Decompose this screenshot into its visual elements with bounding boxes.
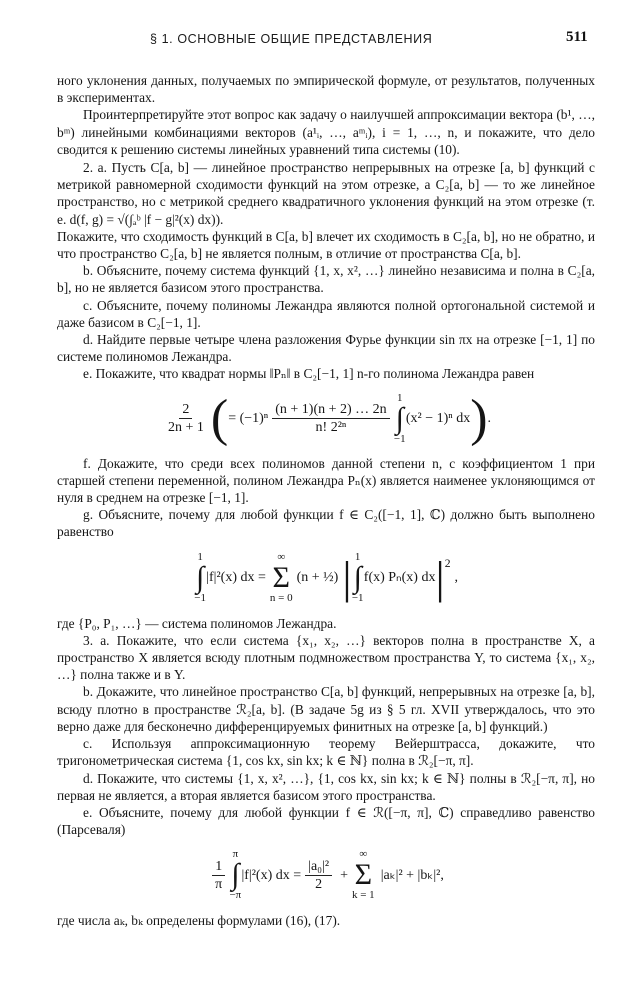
integral-lower-limit: −1 <box>351 591 364 604</box>
paragraph-exercise-1-interpret: Проинтерпретируйте этот вопрос как задачу о наилучшей аппроксимации вектора (b¹, …, bᵐ) линейными комбинациями векторов (a¹ᵢ, …, aᵐᵢ), i = 1, …, n, и покажите, что дело сводится к решению системы линейных уравнений типа системы (10). <box>57 107 595 157</box>
integral-lower-limit: −π <box>229 889 242 902</box>
integral-upper-limit: 1 <box>397 391 403 404</box>
integral-icon: ∫ <box>395 401 404 435</box>
sum-upper-limit: ∞ <box>359 848 368 861</box>
fraction-numerator: 1 <box>212 858 225 876</box>
page-number: 511 <box>566 29 588 45</box>
paragraph-exercise-2f: f. Докажите, что среди всех полиномов данной степени n, с коэффициентом 1 при старшей степени переменной, полином Лежандра Pₙ(x) является наименее уклоняющимся от нуля в среднем на отрезке [−1, 1]. <box>57 455 595 506</box>
fraction-numerator: (n + 1)(n + 2) … 2n <box>272 401 389 419</box>
formula-trig-parseval <box>57 846 595 904</box>
close-paren-icon: ) <box>470 389 488 447</box>
paragraph-exercise-2d: d. Найдите первые четыре члена разложения Фурье функции sin πx на отрезке [−1, 1] по системе полиномов Лежандра. <box>57 332 595 365</box>
fraction-numerator: |a₀|² <box>305 858 332 876</box>
integral-icon: ∫ <box>231 858 240 892</box>
formula-legendre-parseval <box>57 549 595 607</box>
abs-bar-right-icon: | <box>435 551 445 603</box>
running-header <box>0 28 628 52</box>
integral-lower-limit: −1 <box>194 591 206 604</box>
fraction-one-over-pi <box>212 858 225 893</box>
integral-icon: ∫ <box>195 560 205 594</box>
paragraph-exercise-2a: 2. a. Пусть C[a, b] — линейное пространство непрерывных на отрезке [a, b] функций с метрикой равномерной сходимости функций на этом отрезке, а C₂[a, b] — то же линейное пространство, но с метрикой среднего квадратичного уклонения функций на этом отрезке (т. е. d(f, g) = √(∫ₐᵇ |f − g|²(x) dx)). <box>57 160 595 227</box>
sum-lower-limit: k = 1 <box>351 889 375 902</box>
integral-upper-limit: 1 <box>197 550 203 563</box>
integral-upper-limit: π <box>232 848 239 861</box>
formula-sign-factor: = (−1)ⁿ <box>228 411 269 427</box>
paragraph-exercise-2c: c. Объясните, почему полиномы Лежандра являются полной ортогональной системой и даже базисом в C₂[−1, 1]. <box>57 297 595 330</box>
sum-upper-limit: ∞ <box>277 550 286 563</box>
paragraph-exercise-2e: e. Покажите, что квадрат нормы ‖Pₙ‖ в C₂[−1, 1] n-го полинома Лежандра равен <box>83 366 535 382</box>
integral-sign <box>394 393 406 445</box>
exponent: 2 <box>444 556 451 570</box>
paragraph-exercise-3c: c. Используя аппроксимационную теорему Вейерштрасса, докажите, что тригонометрическая система {1, cos kx, sin kx; k ∈ ℕ} полна в ℛ₂[−π, π]. <box>57 736 595 769</box>
paragraph-exercise-3b: b. Докажите, что линейное пространство C[a, b] функций, непрерывных на отрезке [a, b], всюду плотно в пространстве ℛ₂[a, b]. (В задаче 5g из § 5 гл. XVII утверждалось, что это верно даже для бесконечно дифференцируемых финитных на отрезке [a, b] функций.) <box>57 684 595 734</box>
sigma-icon: Σ <box>354 858 373 892</box>
integral-sign-inner <box>352 552 364 604</box>
fraction-denominator: n! 2²ⁿ <box>315 420 347 436</box>
formula-legendre-norm: $\frac{2}{2n + 1}$ ( = (−1)ⁿ $\frac{(n + 1)(n + 2) \dots 2n}{\text{n! 2²ⁿ}}$ 1 ∫ −1 (x² − 1)ⁿ dx ) . <box>57 391 595 447</box>
paragraph-exercise-3a: 3. a. Покажите, что если система {x₁, x₂, …} векторов полна в пространстве X, а пространство X является всюду плотным подмножеством пространства Y, то система {x₁, x₂, …} полна также и в Y. <box>57 632 595 683</box>
paragraph-exercise-2b: b. Объясните, почему система функций {1, x, x², …} линейно независима и полна в C₂[a, b], но не является базисом этого пространства. <box>57 263 595 296</box>
integrand: (x² − 1)ⁿ dx <box>405 411 471 427</box>
left-integrand: |f|²(x) dx = <box>241 867 302 883</box>
integral-lower-limit: −1 <box>393 432 406 445</box>
fraction-two-over <box>165 401 207 436</box>
fraction-a0 <box>305 858 332 893</box>
inner-integrand: f(x) Pₙ(x) dx <box>363 570 436 586</box>
open-paren-icon: ( <box>210 389 229 447</box>
section-title: § 1. ОСНОВНЫЕ ОБЩИЕ ПРЕДСТАВЛЕНИЯ <box>150 32 433 46</box>
sum-terms: |aₖ|² + |bₖ|², <box>380 867 444 883</box>
paragraph-continuation: ного уклонения данных, получаемых по эмпирической формуле, от результатов, полученных в экспериментах. <box>57 73 595 106</box>
plus-sign: + <box>340 867 348 883</box>
paragraph-coefficients: где числа aₖ, bₖ определены формулами (16), (17). <box>57 913 341 929</box>
sum-sign <box>352 849 375 901</box>
fraction-denominator: π <box>215 876 223 892</box>
paragraph-exercise-2g: g. Объясните, почему для любой функции f ∈ C₂([−1, 1], ℂ) должно быть выполнено равенство <box>57 507 595 540</box>
fraction-product <box>272 401 389 436</box>
weight-factor: (n + ½) <box>296 570 339 586</box>
integral-upper-limit: 1 <box>354 550 361 563</box>
integral-sign <box>194 552 206 604</box>
page-body <box>57 72 595 930</box>
integral-sign <box>229 849 241 901</box>
formula-comma: , <box>454 570 459 586</box>
paragraph-exercise-2a-cont: Покажите, что сходимость функций в C[a, b] влечет их сходимость в C₂[a, b], но не обратно, и что пространство C₂[a, b] не является полным, в отличие от пространства C[a, b]. <box>57 228 595 262</box>
sum-sign <box>270 552 293 604</box>
sum-lower-limit: n = 0 <box>269 591 293 604</box>
integral-icon: ∫ <box>353 560 362 594</box>
fraction-denominator: 2 <box>315 876 323 892</box>
abs-bar-left-icon: | <box>342 551 352 603</box>
fraction-denominator: 2n + 1 <box>167 420 204 436</box>
left-integrand: |f|²(x) dx = <box>206 570 266 586</box>
paragraph-exercise-3d: d. Покажите, что системы {1, x, x², …}, {1, cos kx, sin kx; k ∈ ℕ} полны в ℛ₂[−π, π], но первая не является, а вторая является базисом этого пространства. <box>57 770 595 803</box>
paragraph-legendre-system: где {P₀, P₁, …} — система полиномов Лежандра. <box>57 615 337 631</box>
fraction-numerator: 2 <box>179 401 192 419</box>
paragraph-exercise-3e: e. Объясните, почему для любой функции f ∈ ℛ([−π, π], ℂ) справедливо равенство (Парсеваля) <box>57 804 595 838</box>
sigma-icon: Σ <box>272 560 290 594</box>
